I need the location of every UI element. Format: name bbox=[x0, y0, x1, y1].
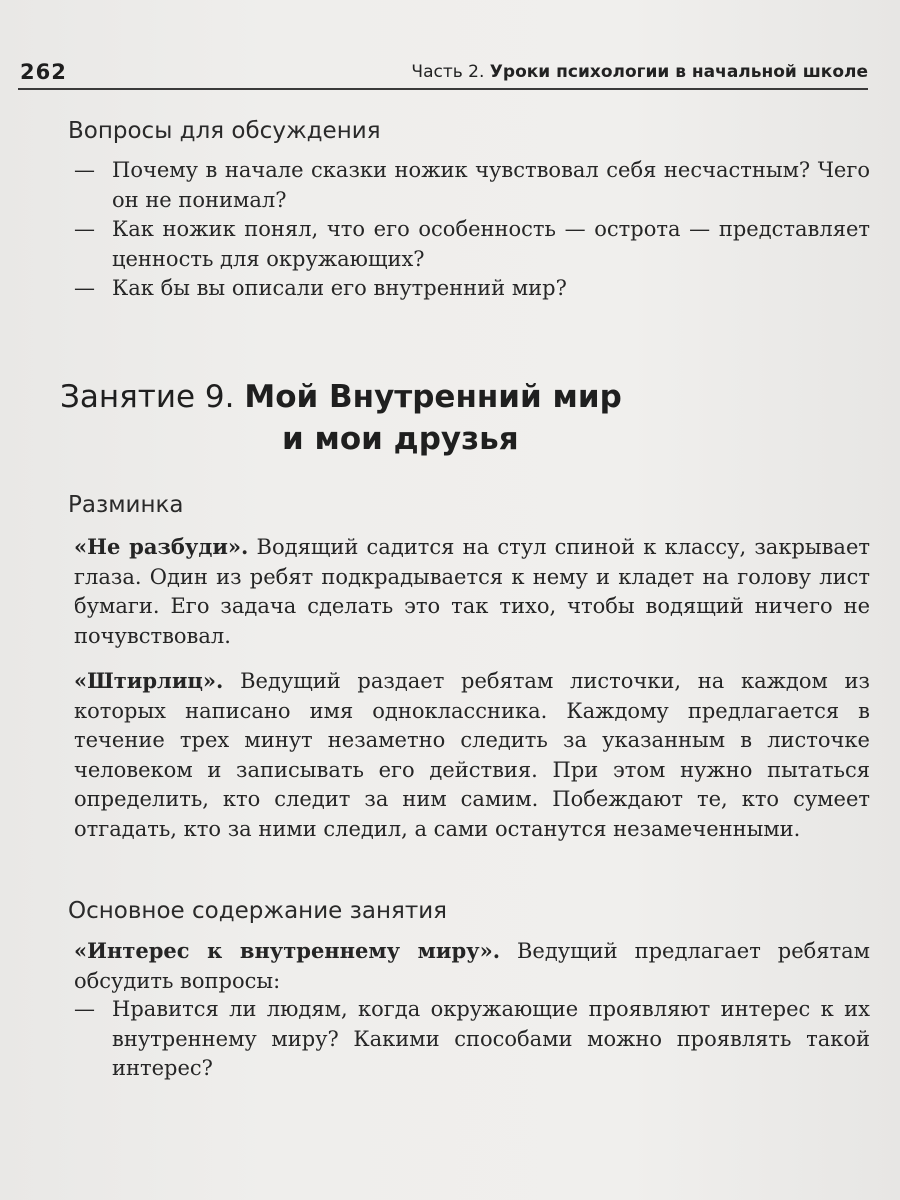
list-item-text: Почему в начале сказки ножик чувствовал себя несчастным? Чего он не понимал? bbox=[112, 158, 870, 212]
paragraph-text: Ведущий предлагает ребятам обсудить вопросы: bbox=[74, 939, 870, 993]
paragraph-title: «Не разбуди». bbox=[74, 534, 249, 559]
paragraph bbox=[74, 936, 870, 996]
part-title: Уроки психологии в начальной школе bbox=[489, 62, 868, 82]
paragraph-text: Ведущий раздает ребятам листочки, на каждом из которых написано имя одноклассника. Каждому предлагается в течение трех минут незаметно следить за указанным в листочке человеком и записывать его действия. При этом нужно пытаться определить, кто следит за ним самим. Побеждают те, кто сумеет отгадать, кто за ними следил, а сами останутся незамеченными. bbox=[74, 669, 870, 841]
list-item: — Почему в начале сказки ножик чувствовал себя несчастным? Чего он не понимал? bbox=[74, 156, 870, 215]
list-item: — Как бы вы описали его внутренний мир? bbox=[74, 274, 870, 304]
paragraph-title: «Интерес к внутреннему миру». bbox=[74, 938, 501, 963]
list-item-text: Как ножик понял, что его особенность — острота — представляет ценность для окружающих? bbox=[112, 217, 870, 271]
lesson-title-line2: и мои друзья bbox=[282, 421, 519, 457]
paragraph-title: «Штирлиц». bbox=[74, 668, 224, 693]
list-item-text: Нравится ли людям, когда окружающие проявляют интерес к их внутреннему миру? Какими способами можно проявлять такой интерес? bbox=[112, 997, 870, 1080]
main-content-heading: Основное содержание занятия bbox=[68, 898, 447, 924]
list-item: — Как ножик понял, что его особенность — острота — представляет ценность для окружающих? bbox=[74, 215, 870, 274]
warmup-heading: Разминка bbox=[68, 492, 184, 518]
paragraph bbox=[74, 532, 870, 651]
list-item-text: Как бы вы описали его внутренний мир? bbox=[112, 276, 567, 300]
lesson-title-line1: Мой Внутренний мир bbox=[244, 379, 622, 415]
discussion-heading: Вопросы для обсуждения bbox=[68, 118, 381, 144]
paragraph-text: Водящий садится на стул спиной к классу, закрывает глаза. Один из ребят подкрадывается к нему и кладет на голову лист бумаги. Его задача сделать это так тихо, чтобы водящий ничего не почувствовал. bbox=[74, 535, 870, 648]
paragraph bbox=[74, 666, 870, 844]
part-label: Часть 2. bbox=[411, 62, 485, 82]
page-number: 262 bbox=[20, 60, 67, 84]
lesson-label: Занятие 9. bbox=[60, 379, 235, 415]
lesson-title bbox=[60, 376, 680, 460]
running-head bbox=[411, 62, 868, 82]
list-item: — Нравится ли людям, когда окружающие проявляют интерес к их внутреннему миру? Какими способами можно проявлять такой интерес? bbox=[74, 995, 870, 1084]
page-header bbox=[18, 56, 868, 90]
